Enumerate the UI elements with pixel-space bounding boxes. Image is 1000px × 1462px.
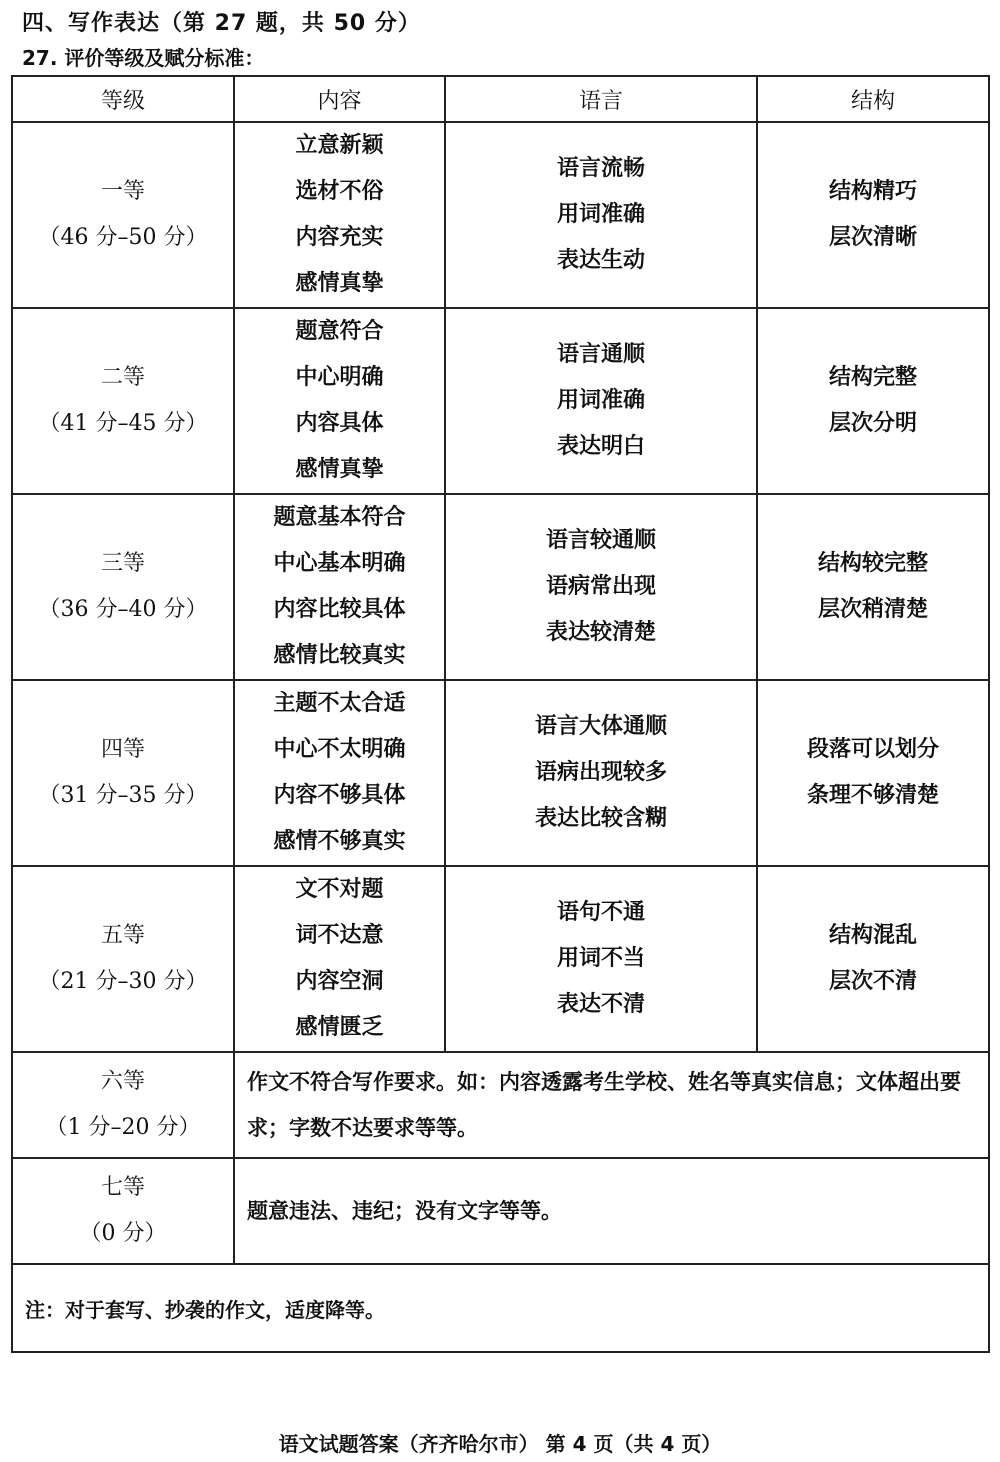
grade-cell [12,1052,234,1158]
grade-cell [12,680,234,866]
structure-criterion: 层次清晰 [828,225,917,250]
header-structure: 结构 [757,76,989,122]
content-cell [234,308,445,494]
content-criterion: 内容充实 [295,225,384,250]
grade-name: 四等 [100,737,145,762]
structure-cell [757,680,989,866]
grade-description: 作文不符合写作要求。如：内容透露考生学校、姓名等真实信息；文体超出要求；字数不达要求等等。 [234,1052,989,1158]
language-cell [445,680,757,866]
structure-criterion: 层次分明 [828,411,917,436]
table-row [12,1158,989,1264]
structure-criterion: 结构混乱 [828,923,917,948]
structure-criterion: 层次不清 [828,969,917,994]
content-criterion: 题意基本符合 [273,505,406,530]
language-criterion: 表达较清楚 [545,620,656,645]
table-header-row [12,76,989,122]
grade-cell [12,308,234,494]
content-criterion: 文不对题 [295,877,384,902]
grade-cell [12,866,234,1052]
table-row [12,494,989,680]
content-criterion: 内容空洞 [295,969,384,994]
header-language: 语言 [445,76,757,122]
language-criterion: 用词准确 [556,388,645,413]
language-cell [445,308,757,494]
content-cell [234,866,445,1052]
language-criterion: 用词准确 [556,202,645,227]
language-cell [445,494,757,680]
grade-range: （36 分–40 分） [38,597,208,622]
content-criterion: 中心不太明确 [273,737,406,762]
content-cell [234,122,445,308]
language-criterion: 语言较通顺 [545,528,656,553]
grade-name: 六等 [100,1069,145,1094]
grade-name: 五等 [100,923,145,948]
content-criterion: 内容不够具体 [273,783,406,808]
structure-criterion: 结构较完整 [817,551,928,576]
grade-name: 七等 [100,1175,145,1200]
structure-cell [757,866,989,1052]
language-criterion: 语句不通 [556,900,645,925]
grade-cell [12,122,234,308]
structure-criterion: 结构完整 [828,365,917,390]
page-footer: 语文试题答案（齐齐哈尔市） 第 4 页（共 4 页） [278,1432,722,1456]
content-criterion: 感情真挚 [295,457,384,482]
content-criterion: 中心基本明确 [273,551,406,576]
grade-range: （41 分–45 分） [38,411,208,436]
content-cell [234,494,445,680]
grade-name: 三等 [100,551,145,576]
structure-criterion: 层次稍清楚 [817,597,928,622]
language-criterion: 用词不当 [556,946,645,971]
table-row [12,1052,989,1158]
content-criterion: 感情比较真实 [273,643,406,668]
structure-criterion: 条理不够清楚 [806,783,939,808]
content-criterion: 立意新颖 [295,133,384,158]
language-criterion: 语言通顺 [556,342,645,367]
grade-range: （0 分） [79,1221,167,1246]
table-row [12,680,989,866]
content-cell [234,680,445,866]
content-criterion: 内容比较具体 [273,597,406,622]
language-criterion: 表达比较含糊 [534,806,667,831]
grade-range: （21 分–30 分） [38,969,208,994]
language-criterion: 语言流畅 [556,156,645,181]
structure-cell [757,122,989,308]
content-criterion: 感情真挚 [295,271,384,296]
structure-cell [757,308,989,494]
content-criterion: 内容具体 [295,411,384,436]
table-row [12,308,989,494]
content-criterion: 词不达意 [295,923,384,948]
grading-rubric-table [11,75,990,1353]
structure-criterion: 段落可以划分 [806,737,939,762]
grade-cell [12,494,234,680]
content-criterion: 选材不俗 [295,179,384,204]
content-criterion: 感情匮乏 [295,1015,384,1040]
language-criterion: 语言大体通顺 [534,714,667,739]
grade-range: （1 分–20 分） [45,1115,201,1140]
header-grade: 等级 [12,76,234,122]
grade-range: （46 分–50 分） [38,225,208,250]
language-criterion: 表达生动 [556,248,645,273]
language-criterion: 语病常出现 [545,574,656,599]
grade-description: 题意违法、违纪；没有文字等等。 [234,1158,989,1264]
table-note-row [12,1264,989,1352]
language-cell [445,866,757,1052]
language-criterion: 表达不清 [556,992,645,1017]
structure-criterion: 结构精巧 [828,179,917,204]
language-cell [445,122,757,308]
content-criterion: 题意符合 [295,319,384,344]
table-note: 注：对于套写、抄袭的作文，适度降等。 [12,1264,989,1352]
grade-cell [12,1158,234,1264]
grade-name: 一等 [100,179,145,204]
table-row [12,866,989,1052]
content-criterion: 中心明确 [295,365,384,390]
section-heading: 四、写作表达（第 27 题，共 50 分） [22,11,421,36]
content-criterion: 感情不够真实 [273,829,406,854]
grade-range: （31 分–35 分） [38,783,208,808]
language-criterion: 表达明白 [556,434,645,459]
structure-cell [757,494,989,680]
content-criterion: 主题不太合适 [273,691,406,716]
question-subheading: 27. 评价等级及赋分标准： [22,46,265,70]
table-row [12,122,989,308]
language-criterion: 语病出现较多 [534,760,667,785]
header-content: 内容 [234,76,445,122]
grade-name: 二等 [100,365,145,390]
